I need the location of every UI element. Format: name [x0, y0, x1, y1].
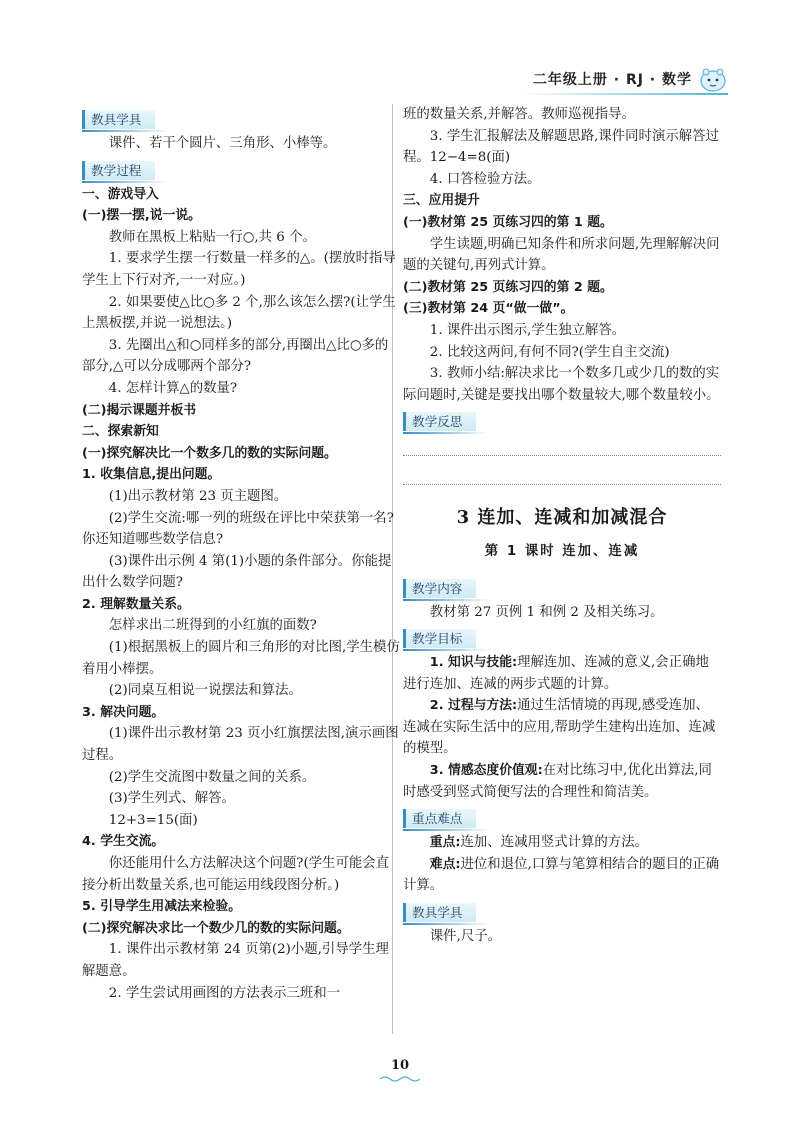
goal-item [403, 760, 721, 803]
text-line: (三)教材第 24 页“做一做”。 [403, 301, 574, 317]
text-line: (1)课件出示教材第 23 页小红旗摆法图,演示画图过程。 [82, 726, 399, 764]
difficulty-point [403, 854, 721, 897]
content-text: 教材第 27 页例 1 和例 2 及相关练习。 [429, 604, 664, 620]
text-line: 一、游戏导入 [82, 186, 159, 202]
text-line: (二)教材第 25 页练习四的第 2 题。 [403, 279, 613, 295]
section-tag-tools-2: 教具学具 [403, 903, 476, 922]
goal-text: 在对比练习中,优化出算法,同时感受到竖式简便写法的合理性和简洁美。 [403, 763, 712, 800]
section-tag-reflection: 教学反思 [403, 412, 476, 431]
header-title: 二年级上册 · RJ · 数学 [532, 72, 692, 88]
difficulty-label: 难点: [429, 856, 461, 872]
goal-label: 2. 过程与方法: [429, 698, 518, 714]
text-line: 二、探索新知 [82, 424, 159, 440]
text-line: 你还能用什么方法解决这个问题?(学生可能会直接分析出数量关系,也可能运用线段图分析。) [82, 856, 390, 893]
text-line: (一)教材第 25 页练习四的第 1 题。 [403, 214, 613, 230]
text-line: (1)根据黑板上的圆片和三角形的对比图,学生模仿着用小棒摆。 [82, 640, 400, 677]
section-tag-tools: 教具学具 [82, 110, 155, 129]
text-line: 怎样求出二班得到的小红旗的面数? [108, 618, 317, 634]
chapter-title: 3 连加、连减和加减混合 [456, 507, 668, 529]
text-line: (1)出示教材第 23 页主题图。 [108, 488, 288, 504]
text-line: (一)探究解决比一个数多几的数的实际问题。 [82, 445, 337, 461]
header-rule [520, 93, 728, 95]
goal-text: 通过生活情境的再现,感受连加、连减在实际生活中的应用,帮助学生建构出连加、连减的模型。 [403, 698, 716, 757]
goal-text: 理解连加、连减的意义,会正确地进行连加、连减的两步式题的计算。 [403, 655, 709, 692]
page-number-ornament [380, 1075, 420, 1083]
goal-label: 3. 情感态度价值观: [429, 763, 543, 779]
right-column [403, 104, 721, 948]
tools-text: 课件、若干个圆片、三角形、小棒等。 [108, 136, 337, 151]
text-line: 3. 教师小结:解决求比一个数多几或少几的数的实际问题时,关键是要找出哪个数量较大,哪个数量较小。 [403, 366, 720, 403]
text-line: 2. 理解数量关系。 [82, 596, 190, 612]
text-line: (二)探究解决求比一个数少几的数的实际问题。 [82, 920, 350, 936]
lesson-title: 第 1 课时 连加、连减 [484, 543, 640, 559]
page-number: 10 [390, 1058, 410, 1073]
text-line: (二)揭示课题并板书 [82, 402, 197, 418]
left-column [82, 104, 400, 1004]
mascot-icon [698, 66, 728, 92]
tools2-text: 课件,尺子。 [429, 929, 502, 945]
reflection-line [403, 464, 721, 485]
text-line: 1. 收集信息,提出问题。 [82, 467, 221, 483]
section-tag-goals: 教学目标 [403, 629, 476, 648]
section-tag-content: 教学内容 [403, 579, 476, 598]
text-line: (一)摆一摆,说一说。 [82, 208, 201, 224]
continued-content [403, 104, 721, 406]
reflection-line [403, 435, 721, 456]
text-line: (2)学生交流:哪一列的班级在评比中荣获第一名?你还知道哪些数学信息? [82, 510, 394, 548]
text-line: 4. 学生交流。 [82, 834, 165, 850]
text-line: 教师在黑板上粘贴一行○,共 6 个。 [108, 229, 316, 245]
text-line: 1. 课件出示教材第 24 页第(2)小题,引导学生理解题意。 [82, 942, 389, 979]
text-line: 2. 如果要使△比○多 2 个,那么该怎么摆?(让学生上黑板摆,并说一说想法。) [82, 294, 396, 332]
text-line: 1. 课件出示图示,学生独立解答。 [429, 322, 626, 338]
text-line: 三、应用提升 [403, 193, 480, 209]
process-content [82, 184, 400, 1005]
page-header [533, 66, 728, 92]
text-line: 12+3=15(面) [108, 812, 198, 828]
text-line: 2. 比较这两问,有何不同?(学生自主交流) [429, 344, 670, 360]
text-line: (2)同桌互相说一说摆法和算法。 [108, 683, 302, 699]
text-line: (3)学生列式、解答。 [108, 791, 235, 807]
text-line: 3. 先圈出△和○同样多的部分,再圈出△比○多的部分,△可以分成哪两个部分? [82, 337, 389, 375]
text-line: 3. 解决问题。 [82, 704, 165, 720]
goal-item [403, 695, 721, 760]
key-point [403, 832, 721, 854]
text-line: (3)课件出示例 4 第(1)小题的条件部分。你能提出什么数学问题? [82, 553, 392, 591]
key-label: 重点: [429, 835, 461, 851]
key-text: 连加、连减用竖式计算的方法。 [460, 835, 648, 851]
section-tag-process: 教学过程 [82, 161, 155, 180]
text-line: 5. 引导学生用减法来检验。 [82, 899, 241, 915]
difficulty-text: 进位和退位,口算与笔算相结合的题目的正确计算。 [403, 856, 720, 894]
goal-item [403, 652, 721, 695]
text-line: 班的数量关系,并解答。教师巡视指导。 [403, 107, 635, 122]
section-tag-keypoints: 重点难点 [403, 809, 476, 828]
text-line: 3. 学生汇报解法及解题思路,课件同时演示解答过程。12−4=8(面) [403, 128, 719, 166]
text-line: 4. 怎样计算△的数量? [108, 380, 238, 396]
goals-list [403, 652, 721, 803]
text-line: 学生读题,明确已知条件和所求问题,先理解解决问题的关键句,再列式计算。 [403, 236, 720, 274]
text-line: 2. 学生尝试用画图的方法表示三班和一 [108, 985, 341, 1001]
text-line: (2)学生交流图中数量之间的关系。 [108, 769, 316, 785]
text-line: 1. 要求学生摆一行数量一样多的△。(摆放时指导学生上下行对齐,一一对应。) [82, 251, 396, 288]
text-line: 4. 口答检验方法。 [429, 171, 541, 187]
goal-label: 1. 知识与技能: [429, 655, 518, 671]
